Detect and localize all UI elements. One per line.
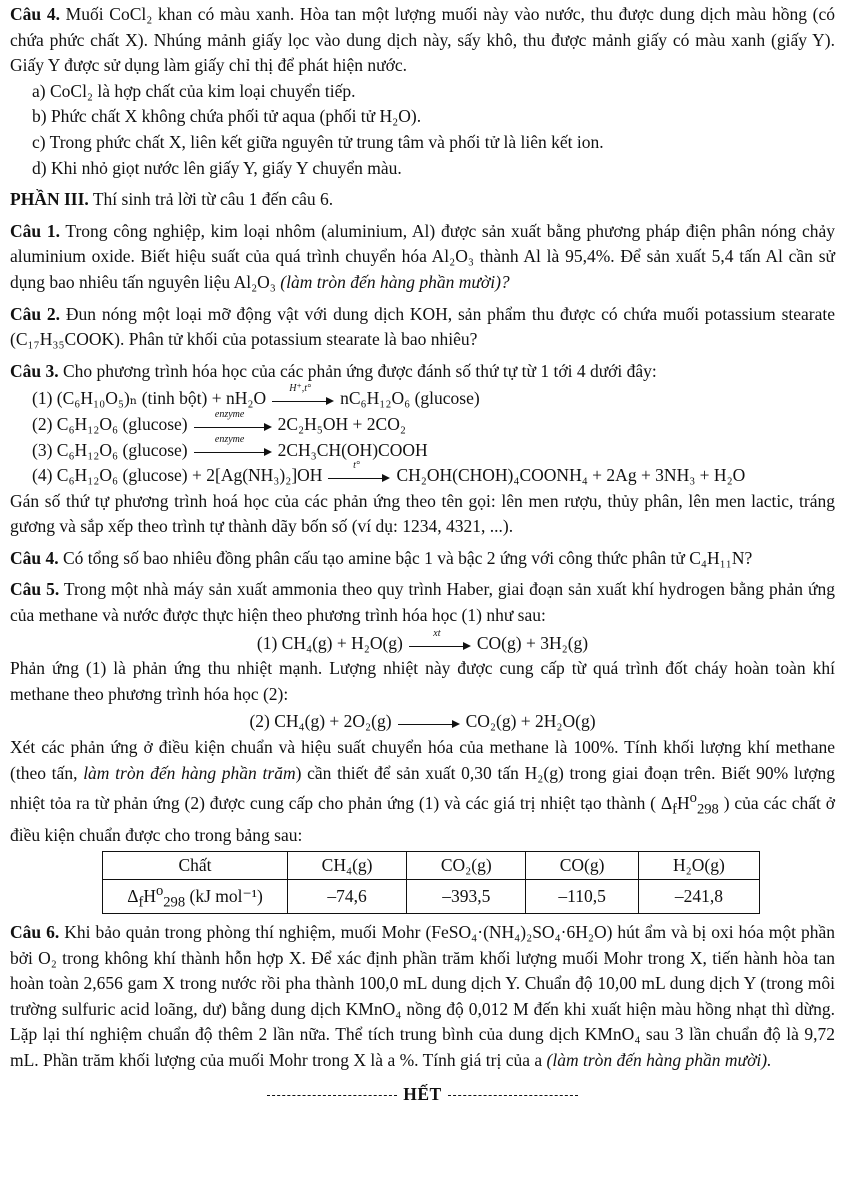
table-header-cell: CO(g)	[526, 851, 639, 879]
option-c: c) Trong phức chất X, liên kết giữa nguyên tử trung tâm và phối tử là liên kết ion.	[32, 131, 604, 152]
reaction-4	[10, 460, 835, 489]
question-text: Khi bảo quản trong phòng thí nghiệm, muối Mohr (FeSO₄·(NH₄)₂SO₄·6H₂O) hút ẩm và bị oxi hóa một phần bởi O₂ trong không khí thành hỗn hợp X. Để xác định phần trăm khối lượng muối Mohr trong X, tiến hành hòa tan hoàn toàn 2,656 gam X trong nước rồi pha thành 100,0 mL dung dịch Y. Chuẩn độ 10,00 mL dung dịch Y (trong môi trường sulfuric acid loãng, dư) bằng dung dịch KMnO₄ nồng độ 0,012 M đến khi xuất hiện màu hồng nhạt thì dừng. Lặp lại thí nghiệm chuẩn độ thêm 2 lần nữa. Thể tích trung bình của dung dịch KMnO₄ sau 3 lần chuẩn độ là 9,72 mL. Phần trăm khối lượng của muối Mohr trong X là a %. Tính giá trị của a	[10, 922, 836, 1071]
question-text: Muối CoCl₂ khan có màu xanh. Hòa tan một lượng muối này vào nước, thu được dung dịch màu hồng (có chứa phức chất X). Nhúng mảnh giấy lọc vào dung dịch này, sấy khô, thu được mảnh giấy có màu xanh (giấy Y). Giấy Y được sử dụng làm giấy chỉ thị để phát hiện nước.	[10, 4, 836, 76]
reaction-right: 2C₂H₅OH + 2CO₂	[277, 413, 406, 434]
enthalpy-table	[102, 851, 760, 914]
q6	[10, 920, 835, 1074]
question-text: Có tổng số bao nhiêu đồng phân cấu tạo amine bậc 1 và bậc 2 ứng với công thức phân tử C₄H₁₁N?	[63, 547, 753, 568]
reaction-2	[10, 408, 835, 438]
table-cell: –110,5	[526, 879, 639, 913]
reaction-left: (4) C₆H₁₂O₆ (glucose) + 2[Ag(NH₃)₂]OH	[32, 465, 323, 486]
reaction-1	[10, 383, 835, 412]
reaction-left: (2) C₆H₁₂O₆ (glucose)	[32, 413, 188, 434]
part3-heading	[10, 187, 835, 213]
question-text: ) của các chất ở điều kiện chuẩn được cho trong bảng sau:	[10, 793, 835, 846]
q4-chem-stem	[10, 2, 835, 79]
reaction-condition: xt	[433, 627, 441, 639]
dash-line	[267, 1095, 397, 1096]
table-row	[103, 879, 760, 913]
rounding-note: (làm tròn đến hàng phần mười)?	[280, 271, 510, 292]
option-d: d) Khi nhỏ giọt nước lên giấy Y, giấy Y chuyển màu.	[32, 157, 402, 178]
table-cell: –74,6	[288, 879, 407, 913]
question-text: Trong một nhà máy sản xuất ammonia theo quy trình Haber, giai đoạn sản xuất khí hydrogen bằng phản ứng của methane và nước được thực hiện theo phương trình hóa học (1) như sau:	[10, 579, 835, 626]
equation-1	[10, 627, 835, 657]
table-header-cell: Chất	[103, 851, 288, 879]
table-header-cell: H₂O(g)	[638, 851, 759, 879]
reaction-condition: t°	[353, 460, 360, 472]
question-label: Câu 5.	[10, 579, 60, 600]
reaction-arrow-icon	[272, 383, 334, 407]
q5-text3: Xét các phản ứng ở điều kiện chuẩn và hiệu suất chuyển hóa của methane là 100%. Tính khối lượng khí methane (theo tấn, làm tròn đến hàng phần trăm) cần thiết để sản xuất 0,30 tấn H₂(g) trong giai đoạn trên. Biết 90% lượng nhiệt tỏa ra từ phản ứng (2) được cung cấp cho phản ứng (1) và các giá trị nhiệt tạo thành ( $\Delta_fH^o_{298}$ ) của các chất ở điều kiện chuẩn được cho trong bảng sau:	[10, 737, 836, 846]
reaction-condition: enzyme	[214, 434, 245, 446]
question-label: Câu 4.	[10, 547, 59, 568]
reaction-right: CO₂(g) + 2H₂O(g)	[465, 711, 596, 732]
reaction-right: nC₆H₁₂O₆ (glucose)	[340, 388, 480, 409]
q2	[10, 302, 835, 353]
question-label: Câu 6.	[10, 922, 60, 943]
question-label: Câu 3.	[10, 360, 59, 381]
reaction-left: (3) C₆H₁₂O₆ (glucose)	[32, 439, 188, 460]
reaction-3	[10, 434, 835, 464]
reaction-arrow-icon	[194, 408, 272, 433]
rounding-note: (làm tròn đến hàng phần mười).	[546, 1050, 772, 1071]
question-text: Cho phương trình hóa học của các phản ứng được đánh số thứ tự từ 1 tới 4 dưới đây:	[63, 360, 657, 381]
q5-text2: Phản ứng (1) là phản ứng thu nhiệt mạnh. Lượng nhiệt này được cung cấp từ quá trình đốt cháy hoàn toàn khí methane theo phương trình hóa học (2):	[10, 658, 835, 704]
table-cell: –393,5	[407, 879, 526, 913]
rounding-note: làm tròn đến hàng phần trăm	[83, 762, 296, 783]
reaction-left: (1) CH₄(g) + H₂O(g)	[256, 632, 403, 653]
q3	[10, 359, 835, 385]
q3-instruction: Gán số thứ tự phương trình hoá học của các phản ứng theo tên gọi: lên men rượu, thủy phân, lên men lactic, tráng gương và sắp xếp theo trình tự thành dãy bốn số (ví dụ: 1234, 4321, ...).	[10, 490, 835, 537]
option-a: a) CoCl₂ là hợp chất của kim loại chuyển tiếp.	[32, 80, 356, 101]
table-header-cell: CH₄(g)	[288, 851, 407, 879]
question-label: Câu 1.	[10, 220, 60, 241]
table-header-cell: CO₂(g)	[407, 851, 526, 879]
unit-label: (kJ mol⁻¹)	[189, 885, 263, 906]
option-b: b) Phức chất X không chứa phối tử aqua (phối tử H₂O).	[32, 106, 422, 127]
reaction-arrow-icon	[194, 434, 272, 458]
table-row-label: $\Delta_fH^o_{298}$ (kJ mol⁻¹)	[103, 879, 288, 913]
question-label: Câu 4.	[10, 4, 60, 24]
q4	[10, 546, 835, 572]
end-marker	[10, 1082, 835, 1108]
reaction-arrow-icon	[328, 460, 390, 484]
reaction-arrow-icon	[398, 716, 460, 730]
reaction-arrow-icon	[409, 627, 471, 652]
table-header-row	[103, 851, 760, 879]
reaction-right: CH₂OH(CHOH)₄COONH₄ + 2Ag + 3NH₃ + H₂O	[396, 465, 746, 486]
reaction-right: 2CH₃CH(OH)COOH	[277, 439, 428, 460]
reaction-left: (1) (C₆H₁₀O₅)ₙ (tinh bột) + nH₂O	[32, 388, 267, 409]
question-text: ) cần thiết để sản xuất 0,30 tấn H₂(g) trong giai đoạn trên. Biết 90% lượng nhiệt tỏa ra từ phản ứng (2) được cung cấp cho phản ứng (1) và các giá trị nhiệt tạo thành (	[10, 762, 836, 814]
reaction-right: CO(g) + 3H₂(g)	[476, 632, 589, 653]
q5	[10, 577, 835, 628]
table-cell: –241,8	[638, 879, 759, 913]
dash-line	[448, 1095, 578, 1096]
equation-2	[10, 709, 835, 735]
reaction-condition: H⁺,t°	[289, 383, 311, 395]
end-text: HẾT	[403, 1083, 442, 1104]
part-label: PHẦN III.	[10, 189, 89, 210]
question-label: Câu 2.	[10, 303, 61, 324]
reaction-condition: enzyme	[214, 408, 245, 420]
question-text: Trong công nghiệp, kim loại nhôm (aluminium, Al) được sản xuất bằng phương pháp điện phân nóng chảy aluminium oxide. Biết hiệu suất của quá trình chuyển hóa Al₂O₃ thành Al là 95,4%. Để sản xuất 5,4 tấn Al cần sử dụng bao nhiêu tấn nguyên liệu Al₂O₃	[10, 220, 836, 292]
question-text: Đun nóng một loại mỡ động vật với dung dịch KOH, sản phẩm thu được có chứa muối potassium stearate (C₁₇H₃₅COOK). Phân tử khối của potassium stearate là bao nhiêu?	[10, 303, 835, 350]
question-text: Xét các phản ứng ở điều kiện chuẩn và hiệu suất chuyển hóa của methane là 100%. Tính khối lượng khí methane (theo tấn,	[10, 737, 835, 783]
part-instruction: Thí sinh trả lời từ câu 1 đến câu 6.	[92, 189, 334, 210]
reaction-left: (2) CH₄(g) + 2O₂(g)	[249, 711, 392, 732]
q1	[10, 219, 835, 296]
